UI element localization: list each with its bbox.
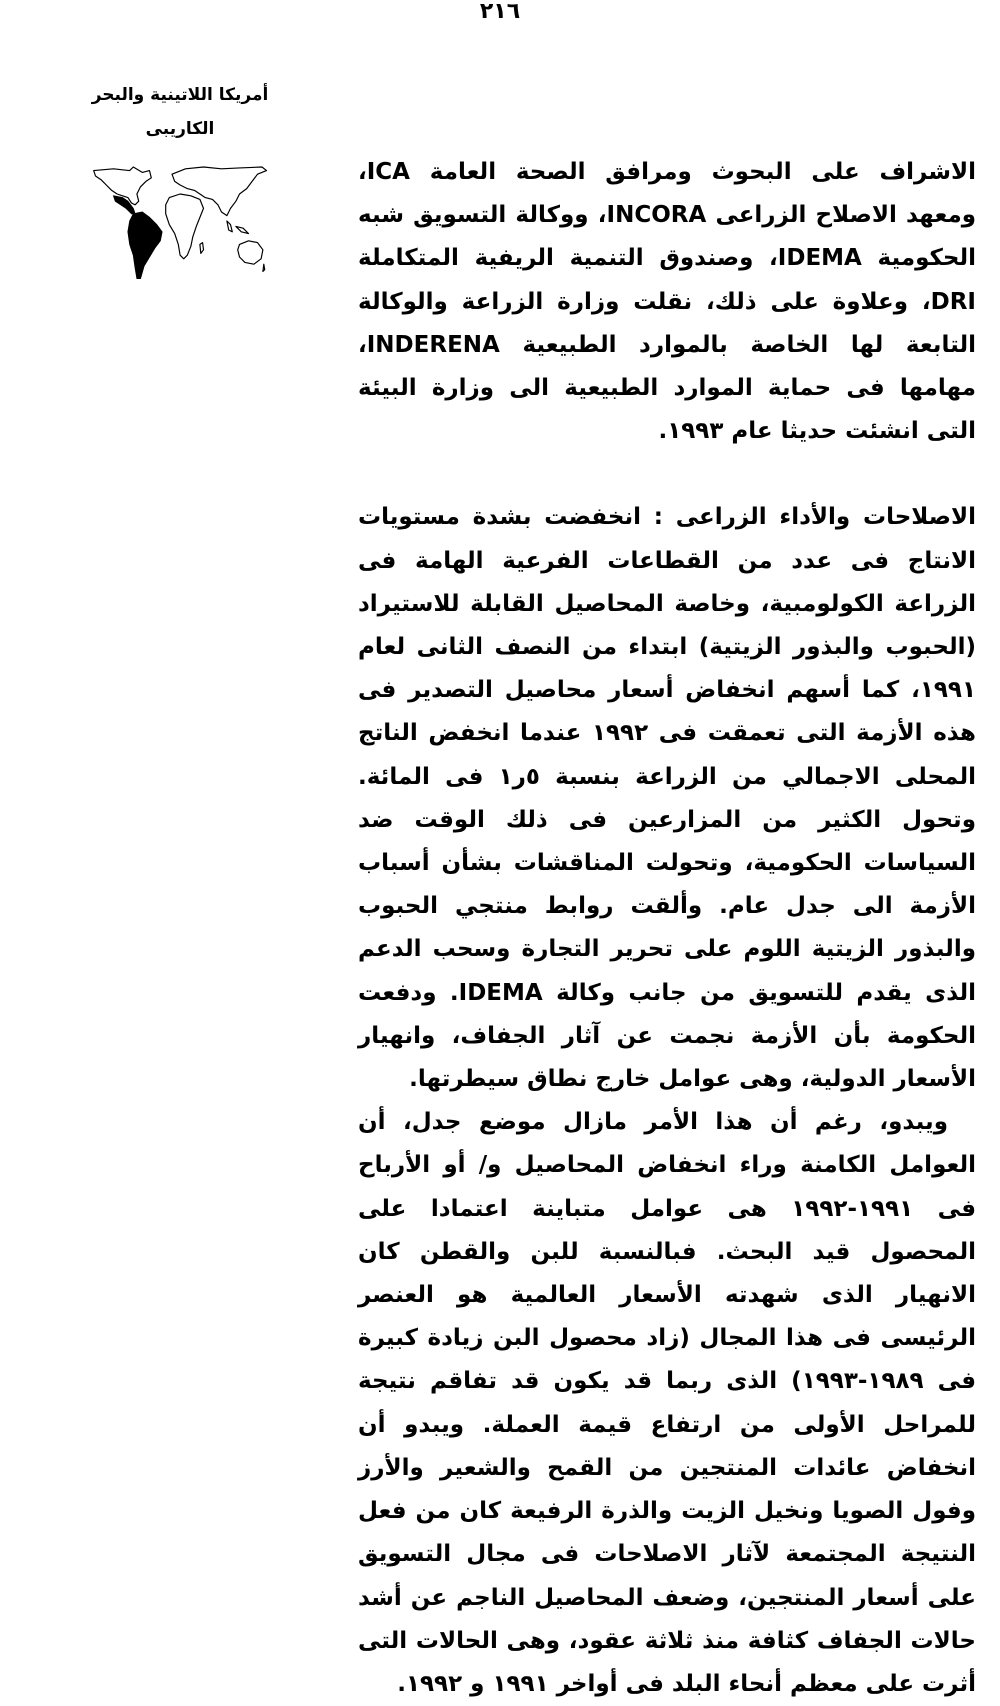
region-title-line1: أمريكا اللاتينية والبحر [91,85,269,105]
region-title-line2: الكاريبى [145,119,215,139]
paragraph-3: ويبدو، رغم أن هذا الأمر مازال موضع جدل، أن العوامل الكامنة وراء انخفاض المحاصيل و/ أو الأرباح فى ١٩٩١-١٩٩٢ هى عوامل متباينة اعتمادا على المحصول قيد البحث. فبالنسبة للبن والقطن كان الانهيار الذى شهدته الأسعار العالمية هو العنصر الرئيسى فى هذا المجال (زاد محصول البن زيادة كبيرة فى ١٩٨٩-١٩٩٣) الذى ربما قد يكون قد تفاقم نتيجة للمراحل الأولى من ارتفاع قيمة العملة. ويبدو أن انخفاض عائدات المنتجين من القمح والشعير والأرز وفول الصويا ونخيل الزيت والذرة الرفيعة كان من فعل النتيجة المجتمعة لآثار الاصلاحات فى مجال التسويق على أسعار المنتجين، وضعف المحاصيل الناجم عن أشد حالات الجفاف كثافة منذ ثلاثة عقود، وهى الحالات التى أثرت على معظم أنحاء البلد فى أواخر ١٩٩١ و ١٩٩٢. [358,1109,976,1697]
paragraph-2-text: انخفضت بشدة مستويات الانتاج فى عدد من القطاعات الفرعية الهامة فى الزراعة الكولومبية، وخاصة المحاصيل القابلة للاستيراد (الحبوب والبذور الزيتية) ابتداء من النصف الثانى لعام ١٩٩١، كما أسهم انخفاض أسعار محاصيل التصدير فى هذه الأزمة التى تعمقت فى ١٩٩٢ عندما انخفض الناتج المحلى الاجمالي من الزراعة بنسبة ٥ر١ فى المائة. وتحول الكثير من المزارعين فى ذلك الوقت ضد السياسات الحكومية، وتحولت المناقشات بشأن أسباب الأزمة الى جدل عام. وألقت روابط منتجي الحبوب والبذور الزيتية اللوم على تحرير التجارة وسحب الدعم الذى يقدم للتسويق من جانب وكالة IDEMA. ودفعت الحكومة بأن الأزمة نجمت عن آثار الجفاف، وانهيار الأسعار الدولية، وهى عوامل خارج نطاق سيطرتها. [358,504,977,1093]
section-heading: الاصلاحات والأداء الزراعى : [653,504,976,531]
page-number: ٢١٦ [479,0,521,24]
paragraph-2 [358,496,976,1101]
paragraph-1: الاشراف على البحوث ومرافق الصحة العامة ICA، ومعهد الاصلاح الزراعى INCORA، ووكالة التسويق شبه الحكومية IDEMA، وصندوق التنمية الريفية المتكاملة DRI، وعلاوة على ذلك، نقلت وزارة الزراعة والوكالة التابعة لها الخاصة بالموارد الطبيعية INDERENA، مهامها فى حماية الموارد الطبيعية الى وزارة البيئة التى انشئت حديثا عام ١٩٩٣. [358,159,976,445]
body-text [358,151,976,1706]
world-map-icon [80,158,282,284]
region-sidebar [60,78,300,146]
